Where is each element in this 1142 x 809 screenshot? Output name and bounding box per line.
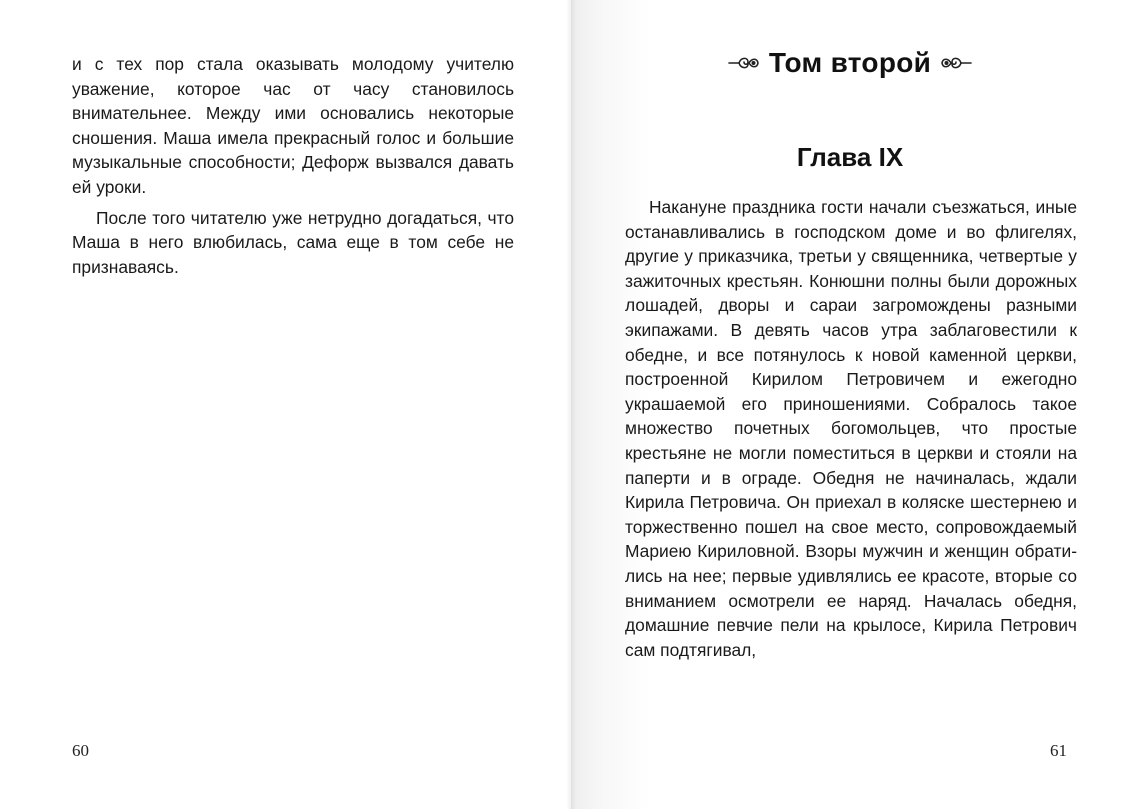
book-gutter-shadow (566, 0, 576, 809)
volume-title: Том второй (768, 47, 932, 78)
page-number-left: 60 (72, 741, 89, 760)
left-page-text (72, 52, 514, 279)
right-paragraph-1: Накануне праздника гости начали съезжаться, иные останавливались в господском доме и во флигелях, другие у приказчика, третьи у священника, четвертые у зажиточных крестьян. Конюшни полны были дорожных лошадей, дворы и сараи загромождены разными экипажами. В девять часов утра заблаговестили к обедне, и все потянулось к новой каменной церкви, построенной Кирилом Петровичем и ежегодно украшаемой его приношениями. Собралось такое множество почетных богомольцев, что простые крестьяне не могли поместиться в церкви и стояли на паперти и в ограде. Обедня не начиналась, ждали Кирила Петровича. Он приехал в коляске шестернею и торжественно пошел на свое место, сопровождаемый Мариею Кириловной. Взоры мужчин и женщин обратились на нее; первые удивлялись ее красоте, вторые со вниманием осмотрели ее наряд. Началась обедня, домашние певчие пели на крылосе, Кирила Петрович сам подтягивал, (625, 197, 1077, 660)
volume-heading (600, 40, 1100, 86)
left-paragraph-2: После того читателю уже нетрудно догадаться, что Маша в него влюбилась, сама еще в том себе не признаваясь. (72, 207, 514, 277)
chapter-title: Глава IX (796, 142, 904, 172)
page-number-right: 61 (1050, 741, 1067, 760)
scroll-flourish-icon (939, 52, 973, 74)
scroll-flourish-icon (727, 52, 761, 74)
right-page-text (625, 195, 1077, 662)
left-paragraph-1: и с тех пор стала оказывать молодому учителю уважение, которое час от часу становилось внимательнее. Между ими основались некоторые сношения. Маша имела прекрасный голос и большие музыкальные способности; Дефорж вызвался давать ей уроки. (72, 54, 514, 197)
